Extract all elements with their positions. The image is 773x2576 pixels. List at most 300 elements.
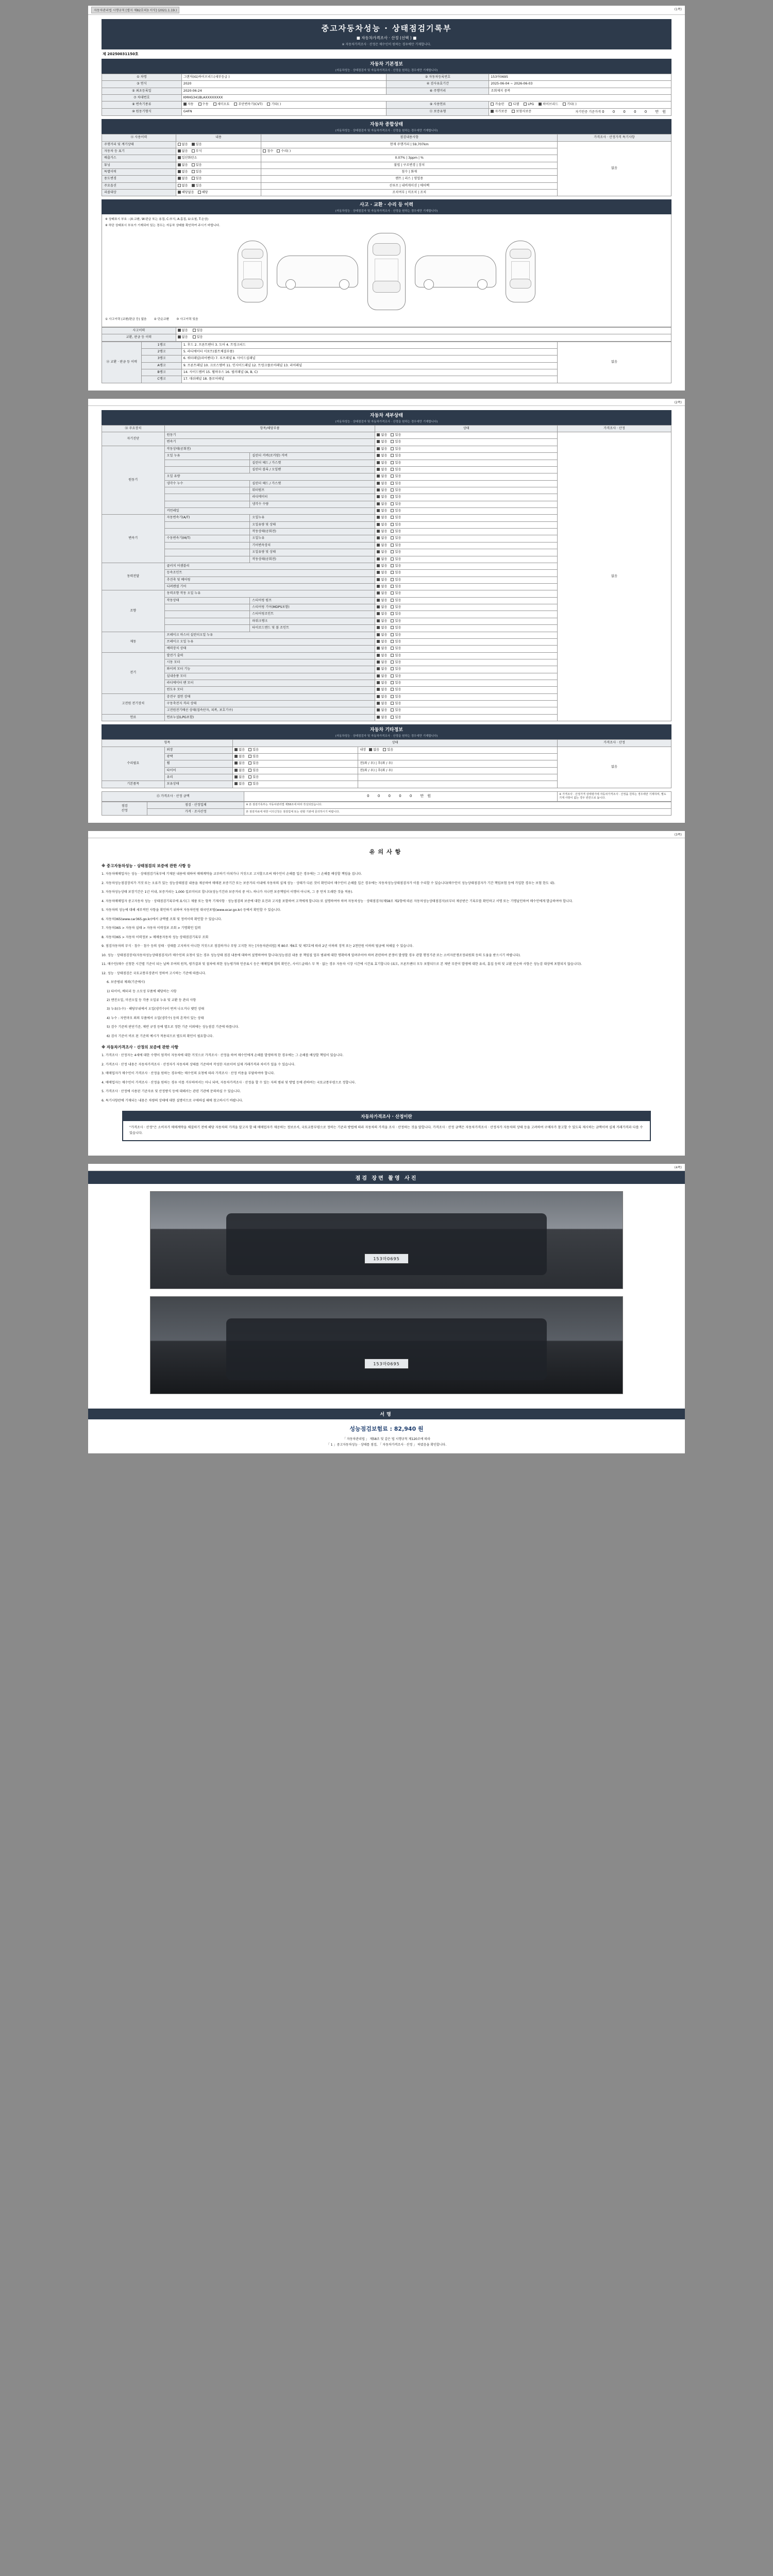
table-row (102, 101, 671, 108)
overall-state-7[interactable] (176, 190, 261, 196)
checkbox-flood[interactable] (263, 149, 266, 152)
checkbox-applicable[interactable] (198, 191, 201, 194)
table-row (102, 791, 671, 801)
checkbox-yes[interactable] (391, 461, 394, 464)
detail-item-2-3: 수동변속기(M/T) (164, 535, 250, 542)
checkbox-none[interactable] (369, 748, 372, 751)
etc-state-4[interactable]: 없음 있음 (233, 774, 358, 781)
overall-col-1: 내용 (176, 134, 261, 141)
overall-item-7: 리콜대상 (102, 190, 176, 196)
checkbox-yes[interactable] (391, 468, 394, 471)
etc-state-5[interactable]: 없음 있음 (233, 781, 358, 788)
detail-state-1-1[interactable]: 없음 있음 (375, 453, 558, 460)
checkbox-yes[interactable] (391, 667, 394, 670)
overall-state-4[interactable] (176, 169, 261, 176)
parts-title: ⑬ 교환 · 판금 등 이력 (102, 342, 142, 383)
checkbox-yes[interactable] (391, 516, 394, 519)
checkbox-none[interactable] (234, 755, 238, 758)
detail-item-3-0: 클러치 어셈블리 (164, 563, 375, 569)
etc-detail-3[interactable]: 전(좌 / 우) | 후(좌 / 우) (358, 767, 558, 774)
checkbox-yes[interactable] (192, 163, 195, 166)
checkbox-none[interactable] (377, 502, 380, 505)
warranty-options[interactable] (489, 108, 671, 115)
detail-group-4: 조향 (102, 590, 165, 632)
checkbox-none[interactable] (377, 557, 380, 561)
detail-state-0-0[interactable]: 없음 있음 (375, 432, 558, 439)
checkbox-none[interactable] (377, 530, 380, 533)
checkbox-yes[interactable] (192, 177, 195, 180)
detail-item-1-8 (164, 501, 250, 507)
sign-row-note-0: ※ 본 점검기록부는 자동차관리법 제58조에 따라 작성되었습니다. (244, 802, 671, 808)
photo-vehicle-shape-1 (226, 1213, 547, 1275)
checkbox-fuel-diesel[interactable] (509, 103, 512, 106)
checkbox-none[interactable] (377, 544, 380, 547)
notice-item-7: 8. 자동차365 > 자동차 이력정보 > 매매용자동차 성능 상태점검기록부 조회 (102, 935, 209, 939)
checkbox-fuel-other[interactable] (563, 103, 566, 106)
checkbox-warranty-insurer[interactable] (512, 110, 515, 113)
detail-state-3-3[interactable]: 없음 있음 (375, 583, 558, 590)
checkbox-yes[interactable] (248, 782, 251, 785)
checkbox-yes[interactable] (248, 761, 251, 765)
checkbox-none[interactable] (377, 633, 380, 636)
overall-opt-1-1: 부식 (195, 149, 202, 153)
car-diagram-top (367, 233, 406, 310)
checkbox-yes[interactable] (391, 654, 394, 657)
sign-row-note-1: 본 점검자료에 대한 이의신청은 점검업체 또는 관할 기관에 문의하시기 바랍니다. (244, 809, 671, 816)
overall-opt-3-0: 없음 (181, 163, 188, 167)
checkbox-yes[interactable] (391, 502, 394, 505)
checkbox-yes[interactable] (391, 708, 394, 711)
detail-state-2-5[interactable]: 없음 있음 (375, 549, 558, 556)
checkbox-none[interactable] (377, 461, 380, 464)
checkbox-none[interactable] (377, 708, 380, 711)
sheet-2 (88, 398, 685, 824)
accident-header: 사고 · 교환 · 수리 등 이력 (102, 199, 671, 209)
accident-subheader: (자동차성능 · 상태점검자 및 자동차가격조사 · 산정을 원하는 경우에만 기재합니다) (102, 209, 671, 214)
checkbox-none[interactable] (377, 447, 380, 450)
checkbox-yes[interactable] (391, 564, 394, 567)
checkbox-none[interactable] (377, 468, 380, 471)
checkbox-none[interactable] (377, 454, 380, 457)
checkbox-none[interactable] (377, 619, 380, 622)
sheet-3 (88, 831, 685, 1156)
license-plate-2: 153마0695 (364, 1359, 409, 1369)
checkbox-yes[interactable] (391, 640, 394, 643)
checkbox-none[interactable] (377, 578, 380, 581)
fuel-option-0: 가솔린 (495, 103, 505, 107)
detail-state-3-0[interactable]: 없음 있음 (375, 563, 558, 569)
overall-detail-0: 현재 주행거리 | 59,707km (261, 141, 558, 148)
sheet-1 (88, 5, 685, 391)
detail-state-3-1[interactable]: 없음 있음 (375, 570, 558, 577)
checkbox-yes[interactable] (391, 454, 394, 457)
detail-item-1-7 (164, 494, 250, 501)
inspection-photo-front (150, 1191, 623, 1289)
checkbox-yes[interactable] (391, 599, 394, 602)
detail-item-5-1: 브레이크 오일 누유 (164, 638, 375, 645)
detail-state-2-0[interactable]: 없음 있음 (375, 515, 558, 521)
etc-col-2: 가격조사 · 산정 (557, 740, 671, 747)
checkbox-none[interactable] (377, 647, 380, 650)
self-cert-price-label: 자기인증 기준가격 (575, 110, 601, 114)
overall-opt-4-1: 있음 (195, 170, 202, 174)
checkbox-none[interactable] (377, 674, 380, 677)
checkbox-none[interactable] (377, 509, 380, 512)
overall-opt-4-0: 없음 (181, 170, 188, 174)
detail-state-1-6[interactable]: 없음 있음 (375, 487, 558, 494)
checkbox-none[interactable] (377, 550, 380, 553)
detail-part-4-1: 스티어링 펌프 (250, 597, 375, 604)
checkbox-na[interactable] (178, 191, 181, 194)
detail-state-5-1[interactable]: 없음 있음 (375, 638, 558, 645)
detail-item-2-2 (164, 529, 250, 535)
checkbox-none[interactable] (234, 761, 238, 765)
etc-table (102, 739, 671, 788)
overall-state-2[interactable] (176, 155, 261, 162)
checkbox-none[interactable] (377, 660, 380, 664)
detail-state-6-4[interactable]: 없음 있음 (375, 680, 558, 687)
detail-item-8-0: 연료누설(LPG포함) (164, 714, 375, 721)
checkbox-transmission-cvt[interactable] (234, 103, 237, 106)
notice-item-11: 12. 성능 · 상태점검은 국토교통부장관이 정하여 고시하는 기준에 따릅니다. (102, 971, 206, 975)
checkbox-yes[interactable] (248, 775, 251, 778)
detail-state-1-8[interactable]: 없음 있음 (375, 501, 558, 507)
checkbox-none[interactable] (377, 495, 380, 498)
overall-detail-6: 선루프 | 내비게이션 | 에어백 (261, 182, 558, 189)
checkbox-none[interactable] (377, 536, 380, 539)
checkbox-accident-none[interactable] (178, 329, 181, 332)
overall-detail-5: 렌트 | 리스 | 영업용 (261, 176, 558, 182)
table-row (102, 327, 671, 334)
detail-item-4-1: 작동상태 (164, 597, 250, 604)
detail-state-1-5[interactable]: 없음 있음 (375, 480, 558, 487)
detail-item-2-0: 자동변속기(A/T) (164, 515, 250, 521)
basic-label-4: ⑧ 변속기종류 (102, 101, 182, 108)
checkbox-yes[interactable] (391, 523, 394, 526)
checkbox-none[interactable] (377, 605, 380, 608)
transmission-options[interactable] (181, 101, 386, 108)
etc-detail-4[interactable] (358, 774, 558, 781)
checkbox-yes[interactable] (391, 612, 394, 615)
checkbox-yes[interactable] (192, 170, 195, 173)
basic-label-2b: ⑥ 주행거리 (386, 88, 489, 94)
parts-rank-table (102, 342, 671, 383)
checkbox-none[interactable] (377, 626, 380, 629)
overall-opt-6-0: 없음 (181, 183, 188, 188)
detail-state-2-4[interactable]: 없음 있음 (375, 542, 558, 549)
checkbox-transmission-auto[interactable] (183, 103, 187, 106)
detail-item-4-2 (164, 604, 250, 611)
checkbox-repair[interactable] (277, 149, 280, 152)
checkbox-yes[interactable] (248, 769, 251, 772)
photo-vehicle-shape-2 (226, 1318, 547, 1380)
checkbox-yes[interactable] (391, 716, 394, 719)
car-diagram-rear (506, 241, 535, 302)
checkbox-none[interactable] (178, 177, 181, 180)
car-diagram-left-side (277, 256, 358, 287)
overall-opt-7-0: 해당없음 (181, 191, 194, 195)
overall-detail-1[interactable] (261, 148, 558, 155)
detail-part-4-2: 스티어링 기어(MDPS포함) (250, 604, 375, 611)
detail-group-2: 변속기 (102, 515, 165, 563)
checkbox-none[interactable] (377, 433, 380, 436)
price-note: ※ 가격조사 · 산정가격 상태평가에 자동차가격조사 · 산정을 원하는 경우에만 기재하며, 별도 기재 사항이 없는 경우 빈칸으로 둡니다. (558, 791, 671, 801)
detail-state-2-1[interactable]: 없음 있음 (375, 521, 558, 528)
checkbox-none[interactable] (377, 702, 380, 705)
checkbox-yes[interactable] (391, 571, 394, 574)
detail-part-2-1: 오일유량 및 상태 (250, 521, 375, 528)
checkbox-none[interactable] (234, 782, 238, 785)
detail-state-0-1[interactable]: 없음 있음 (375, 439, 558, 446)
detail-part-2-2: 작동상태(공회전) (250, 529, 375, 535)
detail-state-1-9[interactable]: 없음 있음 (375, 508, 558, 515)
notice-price-item-1: 2. 가격조사 · 산정 내용은 자동차가격조사 · 산정자가 자동차의 상태를 기준하여 작성한 자료이며 실제 거래가격과 차이가 있을 수 있습니다. (102, 1062, 295, 1066)
checkbox-none[interactable] (377, 599, 380, 602)
notices-title: 유의사항 (369, 849, 404, 856)
checkbox-yes[interactable] (391, 647, 394, 650)
checkbox-accident-yes[interactable] (193, 329, 196, 332)
etc-subheader: (자동차성능 · 상태점검자 및 자동차가격조사 · 산정을 원하는 경우에만 기재합니다) (102, 734, 671, 739)
checkbox-yes[interactable] (391, 585, 394, 588)
checkbox-yes[interactable] (391, 633, 394, 636)
detail-state-3-2[interactable]: 없음 있음 (375, 577, 558, 583)
accident-opt-1-0: 없음 (181, 335, 188, 340)
detail-part-1-6: 워터펌프 (250, 487, 375, 494)
detail-state-6-1[interactable]: 없음 있음 (375, 659, 558, 666)
etc-detail-2[interactable]: 전(좌 / 우) | 후(좌 / 우) (358, 760, 558, 767)
checkbox-fuel-hybrid[interactable] (539, 103, 542, 106)
inspection-fee-line (88, 1419, 685, 1435)
checkbox-none[interactable] (178, 143, 181, 146)
checkbox-none[interactable] (234, 748, 238, 751)
checkbox-yes[interactable] (391, 702, 394, 705)
checkbox-none[interactable] (178, 163, 181, 166)
detail-state-4-0[interactable]: 없음 있음 (375, 590, 558, 597)
detail-state-4-2[interactable]: 없음 있음 (375, 604, 558, 611)
checkbox-yes[interactable] (391, 530, 394, 533)
etc-detail-0[interactable]: 내장 없음 있음 (358, 747, 558, 753)
detail-state-6-2[interactable]: 없음 있음 (375, 666, 558, 673)
checkbox-yes[interactable] (391, 447, 394, 450)
detail-state-7-2[interactable]: 없음 있음 (375, 707, 558, 714)
checkbox-yes[interactable] (391, 536, 394, 539)
detail-state-5-2[interactable]: 없음 있음 (375, 646, 558, 652)
overall-state-1[interactable] (176, 148, 261, 155)
overall-state-5[interactable] (176, 176, 261, 182)
checkbox-none[interactable] (377, 591, 380, 595)
checkbox-fuel-gasoline[interactable] (491, 103, 494, 106)
accident-sub-state-1[interactable] (176, 334, 671, 341)
transmission-option-1: 수동 (202, 103, 209, 107)
basic-label-4b: ⑨ 사용연료 (386, 101, 489, 108)
etc-state-2[interactable]: 없음 있음 (233, 760, 358, 767)
etc-state-3[interactable]: 없음 있음 (233, 767, 358, 774)
sheet-1-topbar (88, 6, 685, 15)
checkbox-yes[interactable] (391, 695, 394, 698)
transmission-option-0: 자동 (187, 103, 194, 107)
detail-item-1-1: 오일 누유 (164, 453, 250, 460)
detail-state-8-0[interactable]: 없음 있음 (375, 714, 558, 721)
checkbox-yes[interactable] (192, 184, 195, 187)
parts-items-2: 6. 쿼터패널(리어팬더) 7. 루프패널 8. 사이드실패널 (181, 355, 557, 362)
checkbox-yes[interactable] (391, 495, 394, 498)
overall-col-0: ⑫ 사용이력 (102, 134, 176, 141)
detail-item-7-1: 구동축전지 격리 상태 (164, 701, 375, 707)
fuel-option-2: LPG (528, 103, 534, 107)
basic-info-header: 자동차 기본정보 (102, 59, 671, 68)
checkbox-yes[interactable] (391, 626, 394, 629)
checkbox-yes[interactable] (248, 748, 251, 751)
detail-part-1-2: 실린더 헤드 / 가스켓 (250, 460, 375, 466)
checkbox-none[interactable] (377, 688, 380, 691)
checkbox-corrosion[interactable] (192, 149, 195, 152)
checkbox-none[interactable] (377, 440, 380, 443)
notice-price-item-5: 6. 특기사항란에 기재되는 내용은 차량의 상태에 대한 설명이므로 구매하실 때에 참고하시기 바랍니다. (102, 1098, 243, 1103)
detail-state-1-0[interactable]: 없음 있음 (375, 446, 558, 452)
checkbox-none[interactable] (377, 667, 380, 670)
checkbox-none[interactable] (377, 612, 380, 615)
detail-state-4-4[interactable]: 없음 있음 (375, 618, 558, 624)
detail-col-1: 항목/해당부품 (164, 425, 375, 432)
checkbox-yes[interactable] (391, 660, 394, 664)
table-row (102, 88, 671, 94)
document-title-block (102, 19, 671, 49)
checkbox-none[interactable] (377, 681, 380, 684)
checkbox-warranty-self[interactable] (491, 110, 494, 113)
overall-state-0[interactable] (176, 141, 261, 148)
checkbox-none[interactable] (178, 184, 181, 187)
checkbox-co[interactable] (178, 156, 181, 159)
overall-opt-0-0: 없음 (181, 142, 188, 146)
checkbox-none[interactable] (234, 775, 238, 778)
detail-state-6-5[interactable]: 없음 있음 (375, 687, 558, 693)
detail-item-2-6 (164, 556, 250, 563)
checkbox-yes[interactable] (391, 544, 394, 547)
accident-sub-label-0: 사고이력 (102, 327, 176, 334)
checkbox-transmission-manual[interactable] (198, 103, 201, 106)
detail-state-7-1[interactable]: 없음 있음 (375, 701, 558, 707)
detail-state-4-1[interactable]: 없음 있음 (375, 597, 558, 604)
checkbox-none[interactable] (377, 523, 380, 526)
table-row (102, 95, 671, 101)
checkbox-none[interactable] (377, 716, 380, 719)
footer-line-1: 「 자동차관리법 」 제58조 및 같은 법 시행규칙 제120조에 따라 (343, 1437, 430, 1442)
accident-sub-state-0[interactable] (176, 327, 671, 334)
etc-state-0[interactable]: 없음 있음 (233, 747, 358, 753)
detail-state-2-6[interactable]: 없음 있음 (375, 556, 558, 563)
detail-state-2-2[interactable]: 없음 있음 (375, 529, 558, 535)
accident-sub-label-1: 교환, 판금 등 이력 (102, 334, 176, 341)
document-number-label: 제 (103, 52, 106, 56)
checkbox-none[interactable] (377, 640, 380, 643)
checkbox-yes[interactable] (391, 488, 394, 492)
checkbox-yes[interactable] (391, 440, 394, 443)
checkbox-none[interactable] (377, 488, 380, 492)
checkbox-yes[interactable] (391, 474, 394, 478)
detail-part-2-0: 오일누유 (250, 515, 375, 521)
detail-part-1-8: 냉각수 수량 (250, 501, 375, 507)
detail-item-1-6 (164, 487, 250, 494)
etc-item-5: 보유상태 (164, 781, 233, 788)
parts-rank-2: 3랭크 (142, 355, 181, 362)
accident-opt-0-0: 없음 (181, 328, 188, 332)
checkbox-none[interactable] (377, 585, 380, 588)
checkbox-yes[interactable] (192, 143, 195, 146)
checkbox-fuel-lpg[interactable] (524, 103, 527, 106)
detail-state-4-3[interactable]: 없음 있음 (375, 611, 558, 618)
checkbox-yes[interactable] (391, 674, 394, 677)
etc-group-0: 수리필요 (102, 747, 165, 781)
checkbox-none[interactable] (178, 149, 181, 152)
etc-detail-5[interactable] (358, 781, 558, 788)
checkbox-yes[interactable] (391, 605, 394, 608)
table-row (102, 342, 671, 348)
checkbox-none[interactable] (377, 695, 380, 698)
checkbox-yes[interactable] (391, 591, 394, 595)
detail-item-2-1 (164, 521, 250, 528)
table-row (102, 747, 671, 753)
legend-item-2: ③ 사고이력 있음 (176, 317, 198, 321)
checkbox-yes[interactable] (391, 681, 394, 684)
checkbox-transmission-other[interactable] (267, 103, 270, 106)
transmission-option-2: 세미오토 (217, 103, 230, 107)
checkbox-none[interactable] (377, 474, 380, 478)
checkbox-none[interactable] (234, 769, 238, 772)
checkbox-none[interactable] (377, 482, 380, 485)
etc-detail-1[interactable] (358, 753, 558, 760)
detail-state-1-7[interactable]: 없음 있음 (375, 494, 558, 501)
detail-state-7-0[interactable]: 없음 있음 (375, 693, 558, 700)
checkbox-yes[interactable] (391, 557, 394, 561)
checkbox-none[interactable] (377, 564, 380, 567)
detail-state-2-3[interactable]: 없음 있음 (375, 535, 558, 542)
checkbox-yes[interactable] (391, 509, 394, 512)
parts-items-1: 5. 라디에이터 서포트(볼트체결부품) (181, 348, 557, 355)
checkbox-yes[interactable] (391, 619, 394, 622)
checkbox-none[interactable] (377, 516, 380, 519)
checkbox-exchange-yes[interactable] (193, 335, 196, 338)
checkbox-none[interactable] (178, 170, 181, 173)
checkbox-yes[interactable] (391, 688, 394, 691)
overall-state-3[interactable] (176, 162, 261, 168)
table-row (102, 141, 671, 148)
checkbox-yes[interactable] (391, 433, 394, 436)
checkbox-none[interactable] (377, 571, 380, 574)
detail-state-6-3[interactable]: 없음 있음 (375, 673, 558, 680)
detail-state-1-3[interactable]: 없음 있음 (375, 466, 558, 473)
overall-subheader: (자동차성능 · 상태점검자 및 자동차가격조사 · 산정을 원하는 경우에만 기재합니다) (102, 128, 671, 134)
checkbox-exchange-none[interactable] (178, 335, 181, 338)
overall-state-6[interactable] (176, 182, 261, 189)
detail-state-1-2[interactable]: 없음 있음 (375, 460, 558, 466)
checkbox-yes[interactable] (391, 578, 394, 581)
detail-item-0-0: 원동기 (164, 432, 375, 439)
checkbox-yes[interactable] (248, 755, 251, 758)
checkbox-yes[interactable] (391, 550, 394, 553)
etc-state-1[interactable]: 없음 있음 (233, 753, 358, 760)
fuel-options[interactable] (489, 101, 671, 108)
checkbox-yes[interactable] (391, 482, 394, 485)
detail-state-5-0[interactable]: 없음 있음 (375, 632, 558, 638)
checkbox-none[interactable] (377, 654, 380, 657)
checkbox-yes[interactable] (383, 748, 386, 751)
transmission-option-4: 기타( ) (271, 103, 281, 107)
detail-state-6-0[interactable]: 없음 있음 (375, 652, 558, 659)
detail-state-1-4[interactable]: 없음 있음 (375, 473, 558, 480)
page-number-3: (3쪽) (674, 833, 682, 837)
checkbox-transmission-semiauto[interactable] (213, 103, 216, 106)
detail-state-4-5[interactable]: 없음 있음 (375, 625, 558, 632)
